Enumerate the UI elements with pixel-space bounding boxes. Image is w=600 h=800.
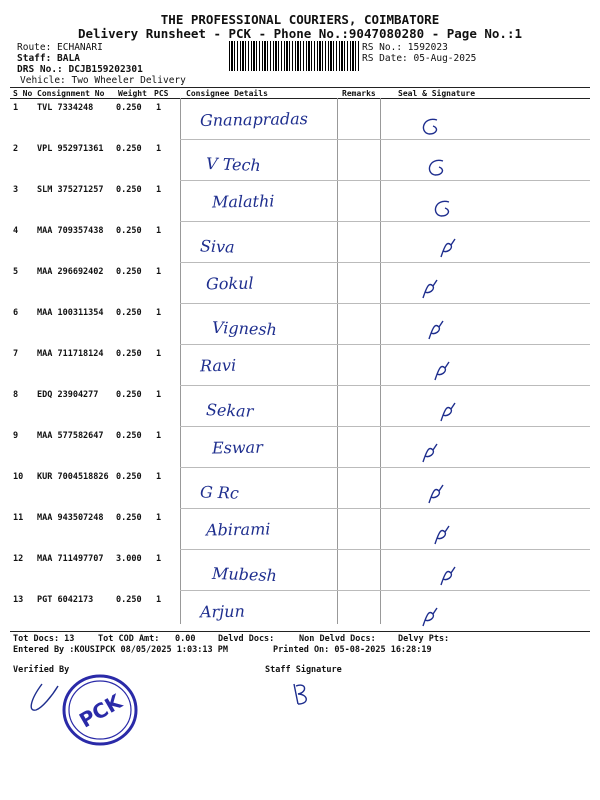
row-consignment-no: EDQ 23904277 — [37, 390, 99, 400]
row-consignment-no: MAA 100311354 — [37, 308, 104, 318]
row-signature — [421, 481, 451, 511]
row-consignee-handwritten: Eswar — [211, 437, 263, 458]
row-signature — [427, 522, 457, 552]
divider-consignee — [180, 98, 181, 624]
col-seal: Seal & Signature — [398, 89, 476, 98]
row-divider — [180, 344, 590, 345]
row-sno: 2 — [13, 144, 19, 154]
row-pcs: 1 — [156, 144, 162, 154]
row-sno: 4 — [13, 226, 19, 236]
rs-date: RS Date: 05-Aug-2025 — [362, 53, 477, 64]
row-weight: 0.250 — [116, 226, 142, 236]
row-signature — [415, 112, 445, 142]
row-divider — [180, 467, 590, 468]
row-signature — [427, 194, 457, 224]
row-consignee-handwritten: Sekar — [205, 400, 254, 421]
row-pcs: 1 — [156, 308, 162, 318]
delivery-points: Delvy Pts: — [398, 634, 450, 644]
row-signature — [421, 317, 451, 347]
row-pcs: 1 — [156, 595, 162, 605]
row-weight: 0.250 — [116, 185, 142, 195]
row-weight: 0.250 — [116, 472, 142, 482]
row-consignment-no: SLM 375271257 — [37, 185, 104, 195]
col-consignment: Consignment No — [37, 89, 105, 98]
row-sno: 7 — [13, 349, 19, 359]
drs-number: DRS No.: DCJB159202301 — [17, 64, 143, 75]
row-pcs: 1 — [156, 349, 162, 359]
row-pcs: 1 — [156, 472, 162, 482]
total-docs: Tot Docs: 13 — [13, 634, 75, 644]
row-sno: 5 — [13, 267, 19, 277]
row-consignment-no: KUR 7004518826 — [37, 472, 109, 482]
row-pcs: 1 — [156, 267, 162, 277]
total-cod-value: 0.00 — [175, 634, 196, 644]
row-consignee-handwritten: Mubesh — [211, 563, 278, 586]
company-seal — [60, 670, 140, 750]
seal-text: PCK — [75, 689, 126, 733]
row-sno: 11 — [13, 513, 24, 523]
row-weight: 0.250 — [116, 390, 142, 400]
row-divider — [180, 426, 590, 427]
row-signature — [415, 440, 445, 470]
row-weight: 0.250 — [116, 144, 142, 154]
row-sno: 9 — [13, 431, 19, 441]
row-consignee-handwritten: G Rc — [199, 482, 240, 503]
divider-remarks — [337, 98, 338, 624]
row-sno: 6 — [13, 308, 19, 318]
header-rule-bottom — [10, 98, 590, 99]
vehicle: Vehicle: Two Wheeler Delivery — [20, 75, 186, 86]
row-signature — [427, 358, 457, 388]
row-weight: 0.250 — [116, 513, 142, 523]
verified-by-label: Verified By — [13, 665, 70, 675]
route: Route: ECHANARI — [17, 42, 103, 53]
row-signature — [433, 399, 463, 429]
row-consignee-handwritten: V Tech — [205, 154, 262, 175]
row-signature — [433, 235, 463, 265]
row-consignee-handwritten: Ravi — [199, 355, 237, 376]
row-sno: 12 — [13, 554, 24, 564]
row-consignment-no: TVL 7334248 — [37, 103, 94, 113]
row-consignee-handwritten: Abirami — [205, 519, 271, 540]
row-divider — [180, 262, 590, 263]
row-signature — [415, 276, 445, 306]
row-consignment-no: VPL 952971361 — [37, 144, 104, 154]
barcode — [229, 41, 359, 71]
row-consignee-handwritten: Malathi — [211, 191, 275, 212]
staff-signature-label: Staff Signature — [265, 665, 342, 675]
row-divider — [180, 180, 590, 181]
row-pcs: 1 — [156, 431, 162, 441]
non-delivered-docs: Non Delvd Docs: — [299, 634, 376, 644]
row-consignment-no: MAA 577582647 — [37, 431, 104, 441]
row-divider — [180, 590, 590, 591]
row-signature — [415, 604, 445, 634]
row-consignment-no: MAA 711497707 — [37, 554, 104, 564]
row-consignee-handwritten: Arjun — [199, 601, 245, 622]
col-consignee: Consignee Details — [186, 89, 268, 98]
row-consignment-no: MAA 296692402 — [37, 267, 104, 277]
row-weight: 0.250 — [116, 349, 142, 359]
row-sno: 3 — [13, 185, 19, 195]
row-sno: 10 — [13, 472, 24, 482]
row-consignment-no: MAA 943507248 — [37, 513, 104, 523]
row-weight: 0.250 — [116, 103, 142, 113]
row-consignment-no: PGT 6042173 — [37, 595, 94, 605]
col-sno: S No — [13, 89, 33, 98]
delivered-docs: Delvd Docs: — [218, 634, 275, 644]
row-weight: 3.000 — [116, 554, 142, 564]
row-consignee-handwritten: Gokul — [205, 273, 254, 294]
row-divider — [180, 508, 590, 509]
col-remarks: Remarks — [342, 89, 376, 98]
footer-rule — [10, 631, 590, 632]
row-sno: 1 — [13, 103, 19, 113]
row-signature — [433, 563, 463, 593]
row-consignment-no: MAA 711718124 — [37, 349, 104, 359]
row-sno: 8 — [13, 390, 19, 400]
row-signature — [421, 153, 451, 183]
row-pcs: 1 — [156, 185, 162, 195]
col-weight: Weight — [118, 89, 147, 98]
row-weight: 0.250 — [116, 267, 142, 277]
row-divider — [180, 549, 590, 550]
divider-seal — [380, 98, 381, 624]
row-sno: 13 — [13, 595, 24, 605]
row-consignee-handwritten: Gnanapradas — [199, 109, 309, 130]
row-pcs: 1 — [156, 103, 162, 113]
col-pcs: PCS — [154, 89, 169, 98]
header-rule-top — [10, 87, 590, 88]
verifier-signature — [22, 678, 62, 718]
row-divider — [180, 139, 590, 140]
runsheet-subtitle: Delivery Runsheet - PCK - Phone No.:9047080280 - Page No.:1 — [77, 26, 522, 41]
staff: Staff: BALA — [17, 53, 80, 64]
row-divider — [180, 221, 590, 222]
total-cod-label: Tot COD Amt: — [98, 634, 160, 644]
row-pcs: 1 — [156, 390, 162, 400]
row-divider — [180, 385, 590, 386]
row-pcs: 1 — [156, 554, 162, 564]
row-pcs: 1 — [156, 513, 162, 523]
entered-by: Entered By :KOUSIPCK 08/05/2025 1:03:13 PM — [13, 645, 228, 655]
row-pcs: 1 — [156, 226, 162, 236]
row-weight: 0.250 — [116, 595, 142, 605]
row-consignee-handwritten: Vignesh — [211, 317, 278, 340]
rs-number: RS No.: 1592023 — [362, 42, 448, 53]
company-name: THE PROFESSIONAL COURIERS, COIMBATORE — [160, 12, 440, 27]
staff-signature — [288, 678, 318, 708]
row-weight: 0.250 — [116, 431, 142, 441]
printed-on: Printed On: 05-08-2025 16:28:19 — [273, 645, 432, 655]
row-weight: 0.250 — [116, 308, 142, 318]
row-consignment-no: MAA 709357438 — [37, 226, 104, 236]
row-consignee-handwritten: Siva — [199, 236, 235, 257]
row-divider — [180, 303, 590, 304]
